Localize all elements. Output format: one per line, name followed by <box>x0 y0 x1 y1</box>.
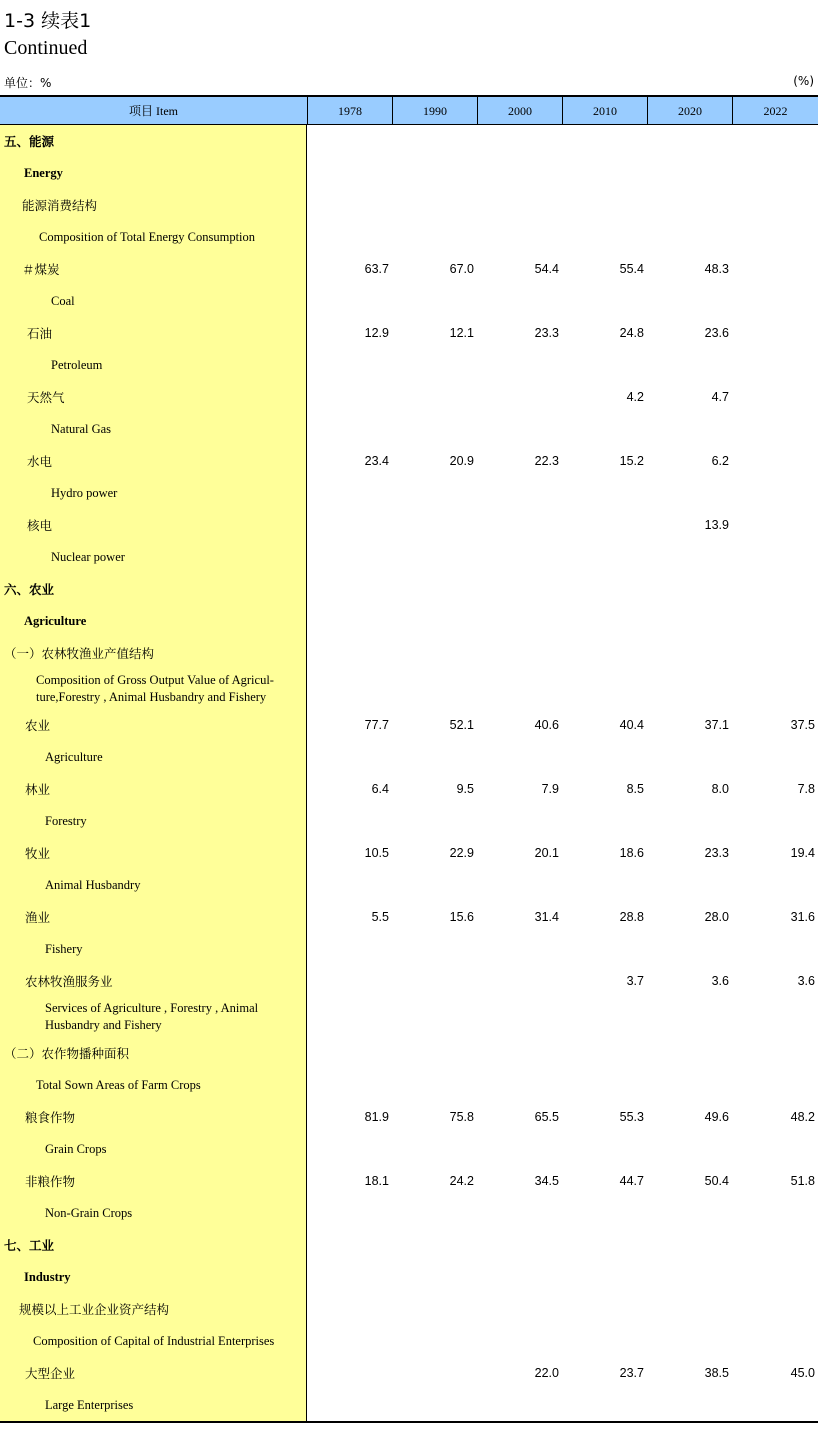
unit-label-en: (%) <box>793 74 814 88</box>
cell-value: 12.1 <box>449 326 474 340</box>
cell-value: 23.6 <box>704 326 729 340</box>
row-label: 粮食作物 <box>25 1110 76 1125</box>
table-row <box>0 125 818 157</box>
column-header-2000: 2000 <box>477 97 562 125</box>
row-label: ＃煤炭 <box>22 262 60 277</box>
cell-value: 10.5 <box>364 846 389 860</box>
table-row <box>0 933 818 965</box>
row-label: Services of Agriculture , Forestry , Animal Husbandry and Fishery <box>45 1001 259 1032</box>
column-header-2020: 2020 <box>647 97 732 125</box>
cell-value: 77.7 <box>364 718 389 732</box>
cell-value: 15.6 <box>449 910 474 924</box>
table-body <box>0 125 818 1423</box>
table-row <box>0 1293 818 1325</box>
cell-value: 22.3 <box>534 454 559 468</box>
column-header-2022: 2022 <box>732 97 818 125</box>
cell-value: 5.5 <box>371 910 389 924</box>
column-header-item: 项目 Item <box>129 104 178 118</box>
row-label: Petroleum <box>51 357 103 372</box>
table-row <box>0 837 818 869</box>
cell-value: 65.5 <box>534 1110 559 1124</box>
row-label: Natural Gas <box>51 421 112 436</box>
row-label: 能源消费结构 <box>22 198 98 213</box>
column-header-2010: 2010 <box>562 97 647 125</box>
table-row <box>0 189 818 221</box>
cell-value: 81.9 <box>364 1110 389 1124</box>
row-label: Industry <box>24 1269 71 1284</box>
cell-value: 44.7 <box>619 1174 644 1188</box>
row-label: Grain Crops <box>45 1141 107 1156</box>
table-row <box>0 413 818 445</box>
cell-value: 23.3 <box>534 326 559 340</box>
cell-value: 20.9 <box>449 454 474 468</box>
row-label: Forestry <box>45 813 87 828</box>
table-row <box>0 965 818 997</box>
row-label: Non-Grain Crops <box>45 1205 133 1220</box>
column-header-1978: 1978 <box>307 97 392 125</box>
table-row <box>0 709 818 741</box>
table-row <box>0 445 818 477</box>
table-row <box>0 901 818 933</box>
cell-value: 4.2 <box>626 390 644 404</box>
row-label: Composition of Gross Output Value of Agricul-ture,Forestry , Animal Husbandry and Fishery <box>36 673 274 704</box>
row-label: 牧业 <box>25 846 51 861</box>
cell-value: 52.1 <box>449 718 474 732</box>
cell-value: 51.8 <box>790 1174 815 1188</box>
column-header-1990: 1990 <box>392 97 477 125</box>
row-label: Fishery <box>45 941 83 956</box>
table-row <box>0 381 818 413</box>
cell-value: 3.6 <box>711 974 729 988</box>
cell-value: 45.0 <box>790 1366 815 1380</box>
cell-value: 6.2 <box>711 454 729 468</box>
row-label: 石油 <box>27 326 53 341</box>
table-row <box>0 317 818 349</box>
cell-value: 6.4 <box>371 782 389 796</box>
row-label: （一）农林牧渔业产值结构 <box>4 646 155 661</box>
row-label: 核电 <box>27 518 53 533</box>
row-label: 非粮作物 <box>25 1174 76 1189</box>
cell-value: 23.7 <box>619 1366 644 1380</box>
table-row <box>0 221 818 253</box>
row-label: Energy <box>24 165 63 180</box>
row-label: Composition of Capital of Industrial Enterprises <box>33 1333 275 1348</box>
table-row <box>0 477 818 509</box>
row-label: 渔业 <box>25 910 51 925</box>
cell-value: 8.0 <box>711 782 729 796</box>
row-label: Agriculture <box>24 613 87 628</box>
cell-value: 13.9 <box>704 518 729 532</box>
table-row <box>0 637 818 669</box>
table-row <box>0 541 818 573</box>
page-subtitle: Continued <box>4 37 88 59</box>
cell-value: 49.6 <box>704 1110 729 1124</box>
table-row <box>0 1133 818 1165</box>
table-row <box>0 1101 818 1133</box>
cell-value: 19.4 <box>790 846 815 860</box>
table-row <box>0 253 818 285</box>
cell-value: 7.8 <box>797 782 815 796</box>
cell-value: 48.2 <box>790 1110 815 1124</box>
table-row <box>0 669 818 709</box>
row-label: 水电 <box>27 454 53 469</box>
cell-value: 7.9 <box>541 782 559 796</box>
cell-value: 28.8 <box>619 910 644 924</box>
table-row <box>0 1389 818 1421</box>
row-label: 林业 <box>25 782 51 797</box>
cell-value: 34.5 <box>534 1174 559 1188</box>
table-row <box>0 1261 818 1293</box>
cell-value: 67.0 <box>449 262 474 276</box>
row-label: Large Enterprises <box>45 1397 134 1412</box>
table-row <box>0 1197 818 1229</box>
table-row <box>0 869 818 901</box>
cell-value: 23.4 <box>364 454 389 468</box>
row-label: 农林牧渔服务业 <box>25 974 113 989</box>
cell-value: 37.5 <box>790 718 815 732</box>
cell-value: 22.0 <box>534 1366 559 1380</box>
cell-value: 3.6 <box>797 974 815 988</box>
cell-value: 20.1 <box>534 846 559 860</box>
cell-value: 37.1 <box>704 718 729 732</box>
cell-value: 28.0 <box>704 910 729 924</box>
cell-value: 12.9 <box>364 326 389 340</box>
table-row <box>0 285 818 317</box>
cell-value: 40.6 <box>534 718 559 732</box>
cell-value: 3.7 <box>626 974 644 988</box>
table-row <box>0 1357 818 1389</box>
cell-value: 4.7 <box>711 390 729 404</box>
cell-value: 9.5 <box>456 782 474 796</box>
cell-value: 75.8 <box>449 1110 474 1124</box>
row-label: 天然气 <box>27 390 65 405</box>
cell-value: 24.2 <box>449 1174 474 1188</box>
row-label: Total Sown Areas of Farm Crops <box>36 1077 201 1092</box>
cell-value: 23.3 <box>704 846 729 860</box>
row-label: Nuclear power <box>51 549 125 564</box>
cell-value: 31.6 <box>790 910 815 924</box>
cell-value: 31.4 <box>534 910 559 924</box>
cell-value: 24.8 <box>619 326 644 340</box>
cell-value: 48.3 <box>704 262 729 276</box>
cell-value: 38.5 <box>704 1366 729 1380</box>
table-row <box>0 157 818 189</box>
table-header <box>0 95 818 125</box>
table-row <box>0 805 818 837</box>
row-label: Animal Husbandry <box>45 877 141 892</box>
cell-value: 40.4 <box>619 718 644 732</box>
cell-value: 55.4 <box>619 262 644 276</box>
row-label: Agriculture <box>45 749 103 764</box>
row-label: Coal <box>51 293 75 308</box>
row-label: 七、工业 <box>4 1238 55 1253</box>
cell-value: 55.3 <box>619 1110 644 1124</box>
table-row <box>0 349 818 381</box>
row-label: 六、农业 <box>4 582 55 597</box>
row-label: Hydro power <box>51 485 118 500</box>
cell-value: 54.4 <box>534 262 559 276</box>
cell-value: 8.5 <box>626 782 644 796</box>
row-label: 农业 <box>25 718 51 733</box>
row-label: 五、能源 <box>4 134 55 149</box>
page-title: 1-3 续表1 <box>4 10 92 32</box>
table-row <box>0 997 818 1037</box>
table-row <box>0 1229 818 1261</box>
cell-value: 15.2 <box>619 454 644 468</box>
table-row <box>0 509 818 541</box>
row-label: 规模以上工业企业资产结构 <box>19 1302 170 1317</box>
table-row <box>0 1325 818 1357</box>
row-label: （二）农作物播种面积 <box>4 1046 130 1061</box>
table-row <box>0 573 818 605</box>
table-row <box>0 741 818 773</box>
unit-label: 单位：% <box>4 76 52 90</box>
table-row <box>0 1165 818 1197</box>
row-label: Composition of Total Energy Consumption <box>39 229 256 244</box>
data-table <box>0 95 818 1423</box>
row-label: 大型企业 <box>25 1366 76 1381</box>
table-row <box>0 605 818 637</box>
cell-value: 63.7 <box>364 262 389 276</box>
table-row <box>0 773 818 805</box>
cell-value: 22.9 <box>449 846 474 860</box>
cell-value: 18.1 <box>364 1174 389 1188</box>
table-row <box>0 1069 818 1101</box>
table-row <box>0 1037 818 1069</box>
cell-value: 18.6 <box>619 846 644 860</box>
cell-value: 50.4 <box>704 1174 729 1188</box>
